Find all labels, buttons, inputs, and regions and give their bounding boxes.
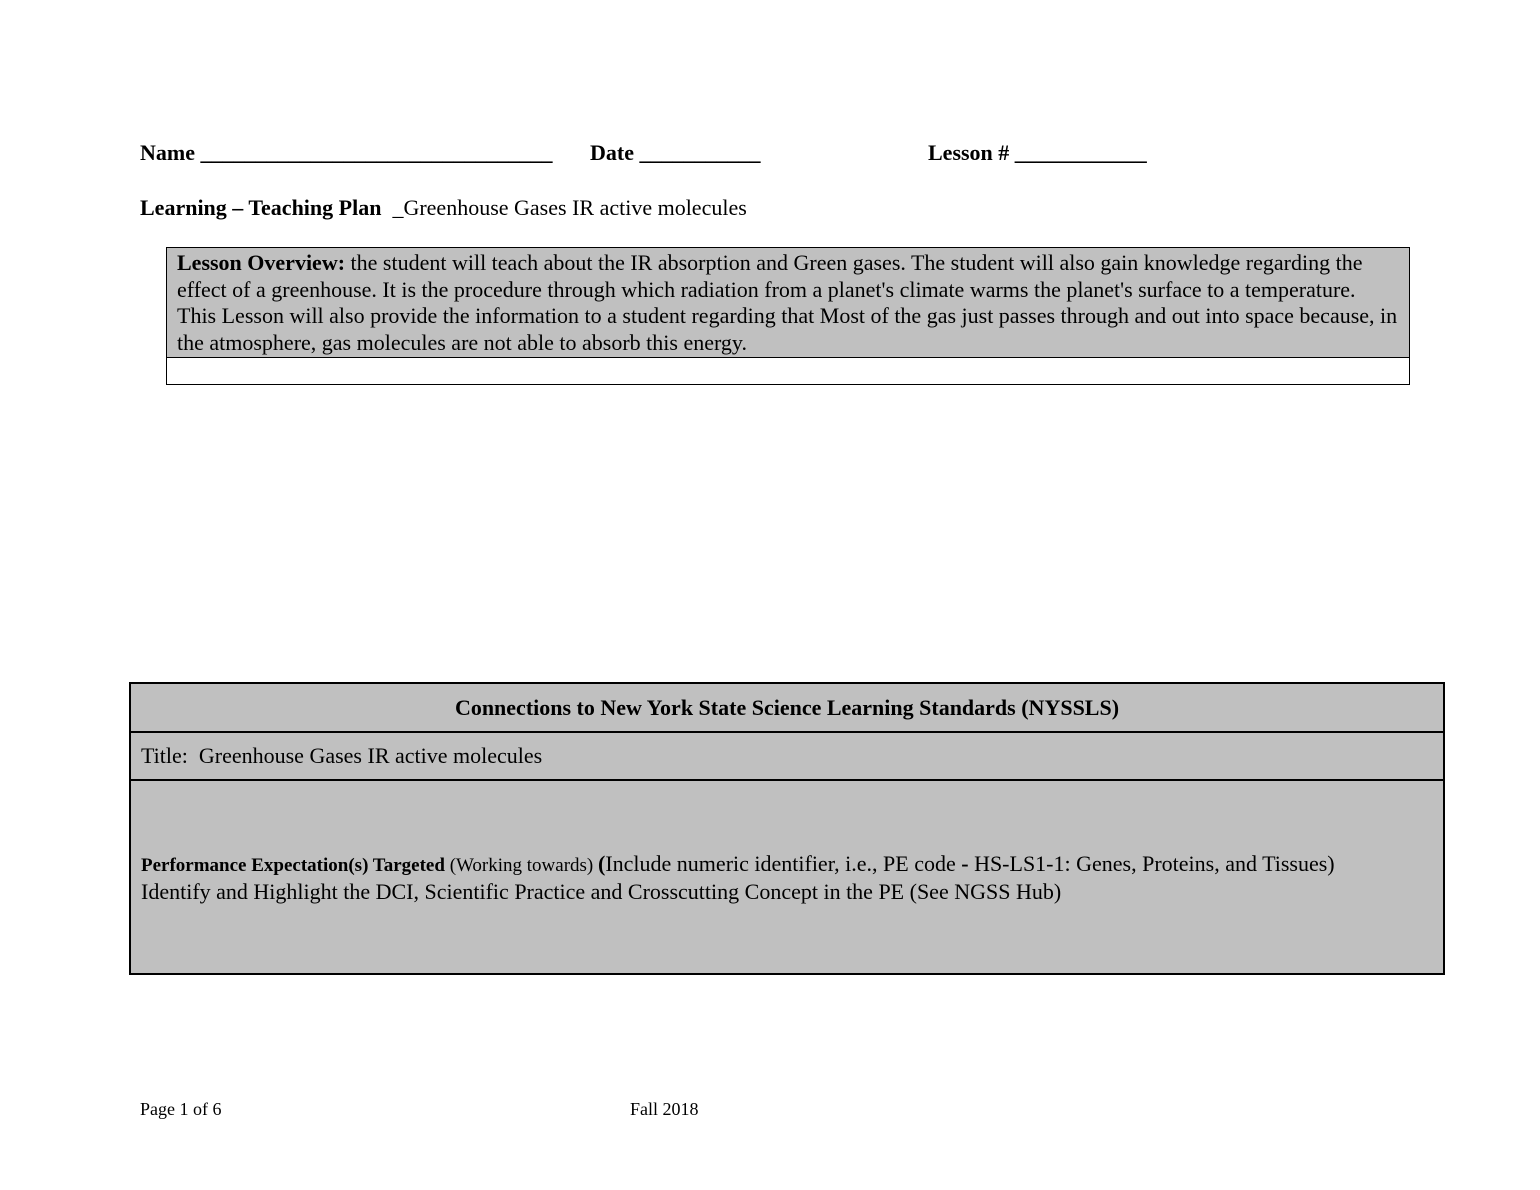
term-label: Fall 2018	[630, 1099, 699, 1119]
lesson-overview-text: the student will teach about the IR absorption and Green gases. The student will also gain knowledge regarding the effect of a greenhouse. It is the procedure through which radiation from a planet's climate warms the planet's surface to a temperature. This Lesson will also provide the information to a student regarding that Most of the gas just passes through and out into space because, in the atmosphere, gas molecules are not able to absorb this energy.	[177, 250, 1398, 355]
pe-working-towards: (Working towards)	[444, 855, 599, 876]
standards-title-row: Title: Greenhouse Gases IR active molecules	[131, 733, 1443, 781]
lesson-overview-label: Lesson Overview:	[177, 250, 346, 275]
teaching-plan-value: _Greenhouse Gases IR active molecules	[392, 195, 747, 220]
lesson-number-field-label: Lesson # ____________	[928, 140, 1147, 165]
date-field-label: Date ___________	[590, 140, 761, 165]
pe-include-text: Include numeric identifier, i.e., PE code	[605, 851, 962, 876]
teaching-plan-line	[140, 193, 747, 223]
pe-dash: -	[961, 851, 969, 876]
page-number: Page 1 of 6	[140, 1099, 222, 1119]
lesson-overview-table	[166, 247, 1410, 385]
name-field-label: Name ________________________________	[140, 140, 553, 165]
pe-identify-text: Identify and Highlight the DCI, Scientific Practice and Crosscutting Concept in the PE (See NGSS Hub)	[141, 879, 1062, 904]
pe-code-text: HS-LS1-1: Genes, Proteins, and Tissues)	[968, 851, 1335, 876]
pe-label: Performance Expectation(s) Targeted	[141, 855, 445, 876]
performance-expectation-cell	[131, 781, 1443, 973]
standards-heading: Connections to New York State Science Learning Standards (NYSSLS)	[131, 684, 1443, 733]
teaching-plan-label: Learning – Teaching Plan	[140, 195, 382, 220]
lesson-overview-empty-row	[167, 358, 1409, 384]
standards-table	[129, 682, 1445, 975]
pe-open-paren: (	[598, 851, 606, 876]
lesson-overview-cell	[167, 248, 1409, 358]
